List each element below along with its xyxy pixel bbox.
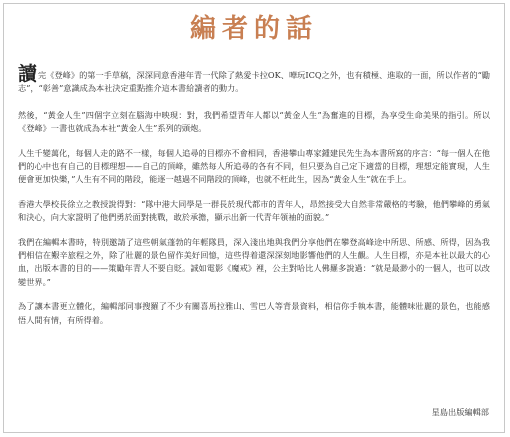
paragraph-text: 完《登峰》的第一手草稿，深深同意香港年青一代除了熱愛卡拉OK、嘩玩ICQ之外，也有積極、進取的一面，所以作者的“勵志”，“彰善”意識成為本社決定重點推介這本書給讀者的動力。 (18, 70, 490, 94)
editor-note-page (3, 3, 505, 433)
drop-cap: 讀 (18, 63, 38, 85)
paragraph-intro (18, 63, 490, 96)
page-title: 編者的話 (189, 14, 318, 44)
paragraph-life-goals: 人生千變萬化，每個人走的路不一樣，每個人追尋的目標亦不會相同，香港攀山專家鍾建民先生為本書所寫的序言：“每一個人在他們的心中也有自己的目標理想——自己的頂峰，雖然每人所追尋的各有不同，但只要為自己定下適當的目標，理想定能實現，人生便會更加快樂，”人生有不同的階段，能逐一越過不同階段的頂峰，也就不枉此生，因為“黃金人生”就在手上。 (18, 147, 490, 185)
paragraph-golden-life: 然後，“黃金人生”四個字立刻在腦海中映現：對，我們希望青年人都以“黃金人生”為奮進的目標，為享受生命美果的指引。所以《登峰》一書也就成為本社“黃金人生”系列的頭炮。 (18, 109, 490, 134)
paragraph-hku-quote: 香港大學校長徐立之教授說得對：“隊中港大同學是一群長於現代都市的青年人，昂然接受大自然非常嚴格的考驗，他們攀峰的勇氣和決心，向大家證明了他們勇於面對挑戰，敢於承擔，顯示出新一代青年領袖的面貌。” (18, 198, 490, 223)
paragraph-editing: 我們在編輯本書時，特別邀請了這些朝氣蓬勃的年輕隊員，深入淺出地與我們分享他們在攀登高峰途中所思、所感、所得，因為我們相信在艱辛旅程之外，除了壯麗的景色留作美好回憶，這些得着還深深刻地影響他們的人生觀。人生目標，亦是本社以最大的心血，出版本書的目的——策勵年青人不要自貶。誠如電影《魔戒》裡，公主對哈比人佛羅多說過：“就是最渺小的一個人，也可以改變世界。” (18, 236, 490, 287)
publisher-signature: 星島出版編輯部 (431, 407, 489, 417)
editor-note-body (18, 63, 490, 338)
paragraph-closing: 為了讓本書更立體化，編輯部同事搜羅了不少有關喜馬拉雅山、雪巴人等背景資料，相信你手執本書，能體味壯麗的景色，也能感悟人間有情，有所得着。 (18, 301, 490, 325)
